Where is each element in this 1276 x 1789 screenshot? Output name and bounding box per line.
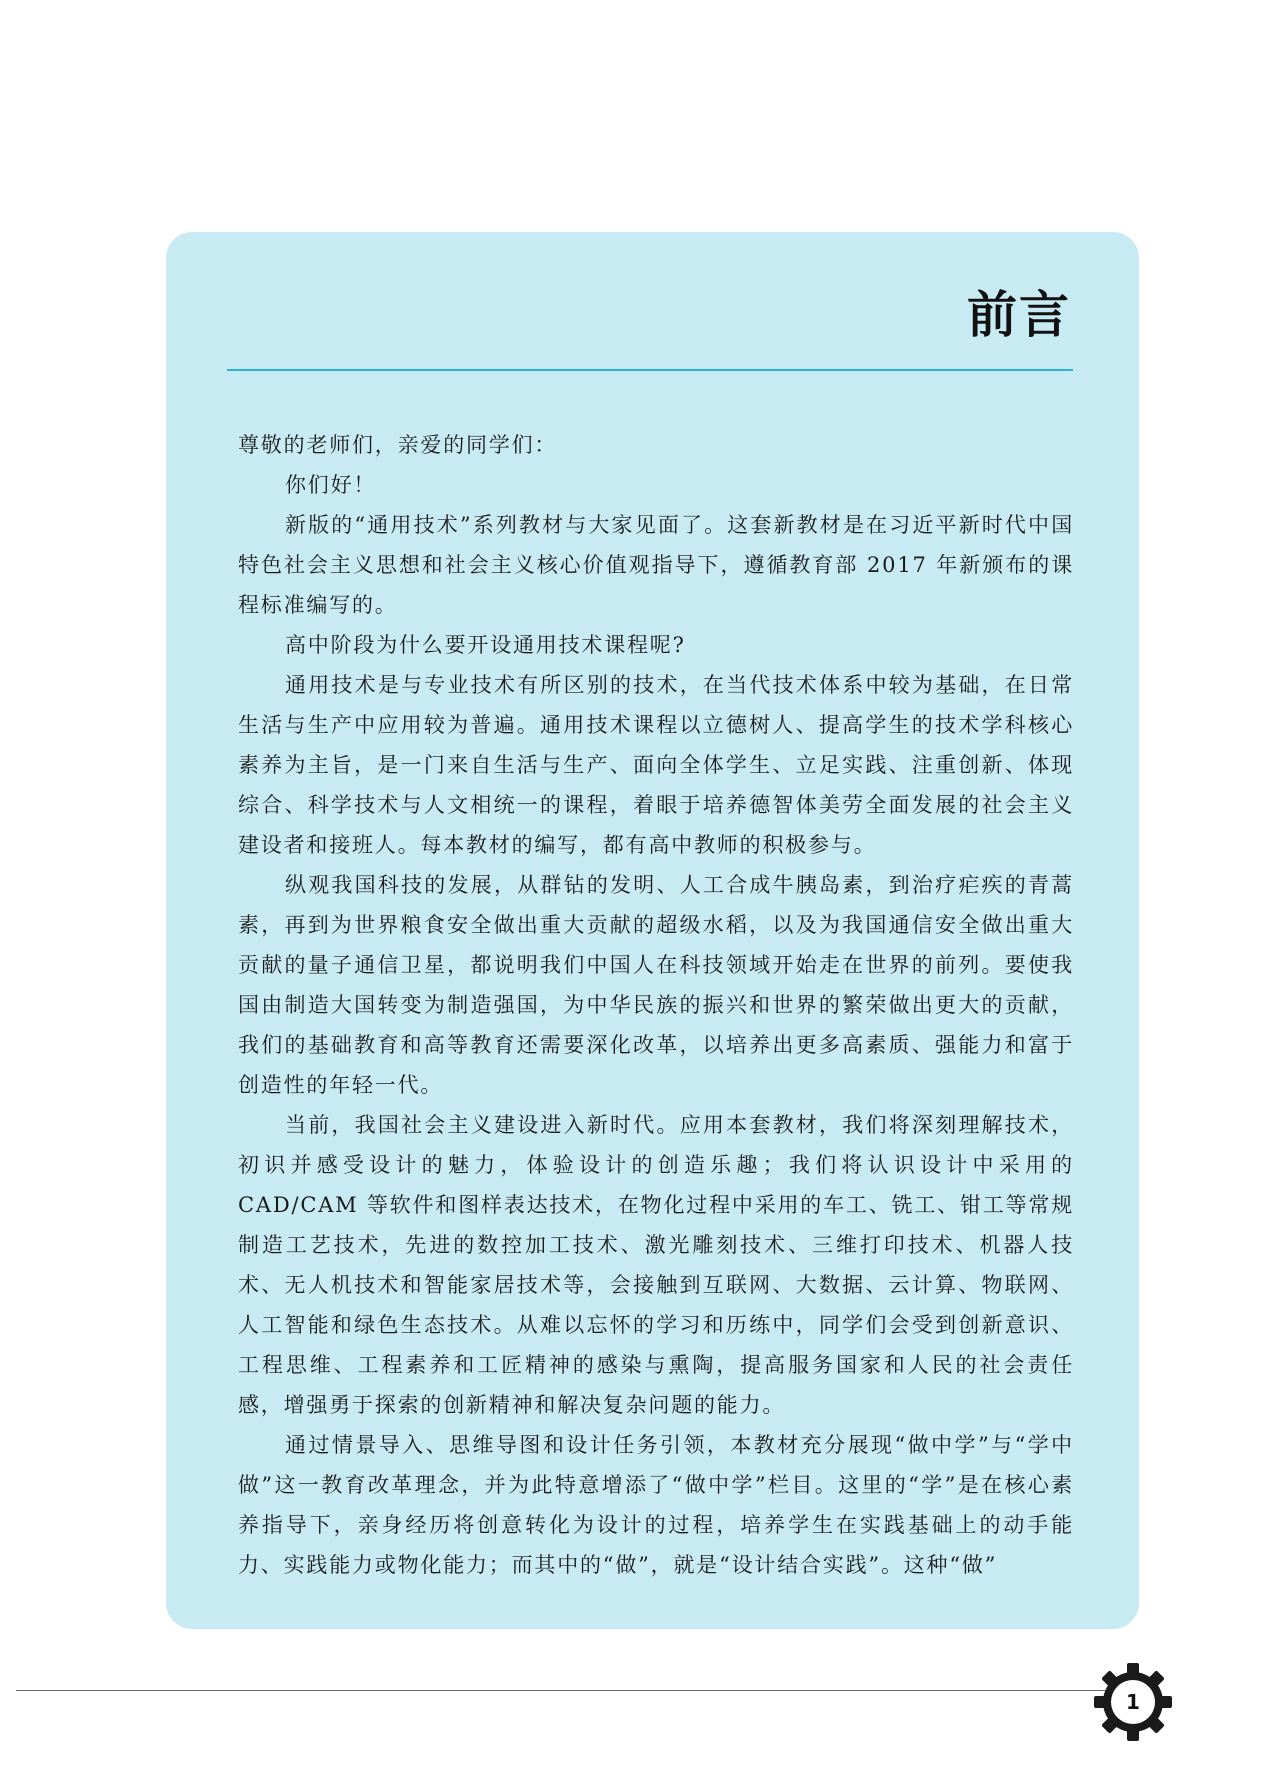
- preface-body: [238, 425, 1074, 1585]
- salutation: 尊敬的老师们，亲爱的同学们：: [238, 433, 558, 457]
- paragraph-history: 纵观我国科技的发展，从群钻的发明、人工合成牛胰岛素，到治疗疟疾的青蒿素，再到为世界粮食安全做出重大贡献的超级水稻，以及为我国通信安全做出重大贡献的量子通信卫星，都说明我们中国人在科技领域开始走在世界的前列。要使我国由制造大国转变为制造强国，为中华民族的振兴和世界的繁荣做出更大的贡献，我们的基础教育和高等教育还需要深化改革，以培养出更多高素质、强能力和富于创造性的年轻一代。: [238, 873, 1074, 1097]
- paragraph-learning-by-doing: 通过情景导入、思维导图和设计任务引领，本教材充分展现“做中学”与“学中做”这一教育改革理念，并为此特意增添了“做中学”栏目。这里的“学”是在核心素养指导下，亲身经历将创意转化为设计的过程，培养学生在实践基础上的动手能力、实践能力或物化能力；而其中的“做”，就是“设计结合实践”。这种“做”: [238, 1433, 1074, 1577]
- paragraph-question: 高中阶段为什么要开设通用技术课程呢?: [285, 633, 686, 657]
- paragraph-definition: 通用技术是与专业技术有所区别的技术，在当代技术体系中较为基础，在日常生活与生产中应用较为普遍。通用技术课程以立德树人、提高学生的技术学科核心素养为主旨，是一门来自生活与生产、面向全体学生、立足实践、注重创新、体现综合、科学技术与人文相统一的课程，着眼于培养德智体美劳全面发展的社会主义建设者和接班人。每本教材的编写，都有高中教师的积极参与。: [238, 673, 1074, 857]
- page-title: 前言: [967, 286, 1071, 344]
- paragraph-greeting: 你们好！: [285, 473, 377, 497]
- preface-panel: [166, 232, 1139, 1629]
- footer-divider: [16, 1690, 1106, 1691]
- page-number: 1: [1126, 1690, 1140, 1714]
- paragraph-intro: 新版的“通用技术”系列教材与大家见面了。这套新教材是在习近平新时代中国特色社会主义思想和社会主义核心价值观指导下，遵循教育部 2017 年新颁布的课程标准编写的。: [238, 513, 1074, 617]
- paragraph-new-era: 当前，我国社会主义建设进入新时代。应用本套教材，我们将深刻理解技术，初识并感受设计的魅力，体验设计的创造乐趣；我们将认识设计中采用的 CAD/CAM 等软件和图样表达技术，在物化过程中采用的车工、铣工、钳工等常规制造工艺技术，先进的数控加工技术、激光雕刻技术、三维打印技术、机器人技术、无人机技术和智能家居技术等，会接触到互联网、大数据、云计算、物联网、人工智能和绿色生态技术。从难以忘怀的学习和历练中，同学们会受到创新意识、工程思维、工程素养和工匠精神的感染与熏陶，提高服务国家和人民的社会责任感，增强勇于探索的创新精神和解决复杂问题的能力。: [238, 1113, 1074, 1417]
- title-divider: [227, 369, 1073, 371]
